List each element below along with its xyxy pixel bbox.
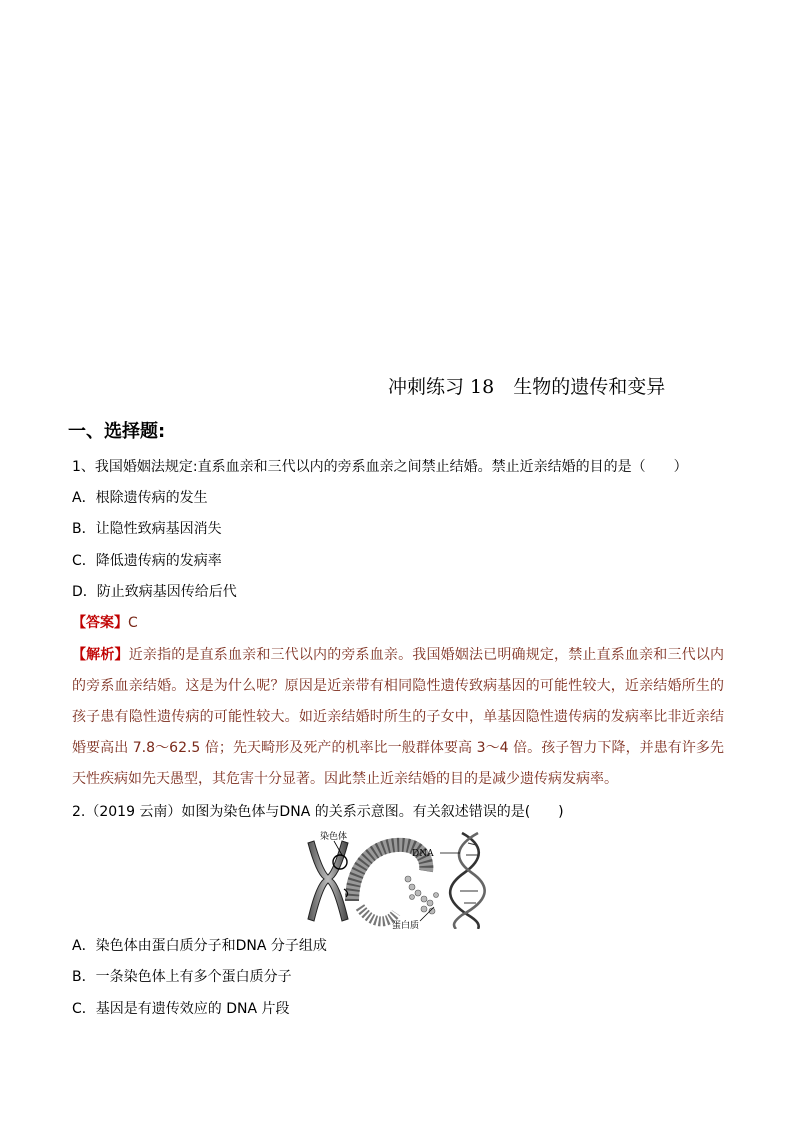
chromosome-shape bbox=[308, 841, 348, 921]
question-1-analysis bbox=[72, 640, 724, 795]
question-1-option-c: C．降低遗传病的发病率 bbox=[72, 553, 222, 569]
dna-helix bbox=[450, 833, 484, 929]
analysis-text: 近亲指的是直系血亲和三代以内的旁系血亲。我国婚姻法已明确规定，禁止直系血亲和三代以内的旁系血亲结婚。这是为什么呢？原因是近亲带有相同隐性遗传致病基因的可能性较大，近亲结婚所生的孩子患有隐性遗传病的可能性较大。如近亲结婚时所生的子女中，单基因隐性遗传病的发病率比非近亲结婚要高出 7.8～62.5 倍；先天畸形及死产的机率比一般群体要高 3～4 倍。孩子智力下降，并患有许多先天性疾病如先天愚型，其危害十分显著。因此禁止近亲结婚的目的是减少遗传病发病率。 bbox=[72, 647, 725, 787]
nucleosome-beads bbox=[405, 876, 439, 914]
question-1-option-a: A．根除遗传病的发生 bbox=[72, 490, 208, 506]
answer-value: C bbox=[128, 615, 138, 631]
label-dna: DNA bbox=[412, 849, 434, 859]
question-2-stem: 2.（2019 云南）如图为染色体与DNA 的关系示意图。有关叙述错误的是( ) bbox=[72, 804, 564, 820]
question-1-option-b: B．让隐性致病基因消失 bbox=[72, 521, 222, 537]
label-chromosome: 染色体 bbox=[320, 832, 348, 842]
question-1-stem: 1、我国婚姻法规定:直系血亲和三代以内的旁系血亲之间禁止结婚。禁止近亲结婚的目的是（ ） bbox=[72, 459, 688, 475]
question-1-answer bbox=[72, 612, 138, 632]
chromosome-dna-figure bbox=[300, 829, 495, 929]
question-2-option-c: C．基因是有遗传效应的 DNA 片段 bbox=[72, 1001, 290, 1017]
label-protein: 蛋白质 bbox=[392, 921, 420, 929]
section-heading: 一、选择题: bbox=[68, 421, 166, 442]
answer-tag: 【答案】 bbox=[72, 615, 128, 631]
analysis-tag: 【解析】 bbox=[72, 647, 129, 663]
page-title: 冲刺练习 18 生物的遗传和变异 bbox=[388, 376, 666, 398]
question-1-option-d: D．防止致病基因传给后代 bbox=[72, 584, 237, 600]
question-2-option-a: A．染色体由蛋白质分子和DNA 分子组成 bbox=[72, 938, 327, 954]
question-2-option-b: B．一条染色体上有多个蛋白质分子 bbox=[72, 969, 292, 985]
